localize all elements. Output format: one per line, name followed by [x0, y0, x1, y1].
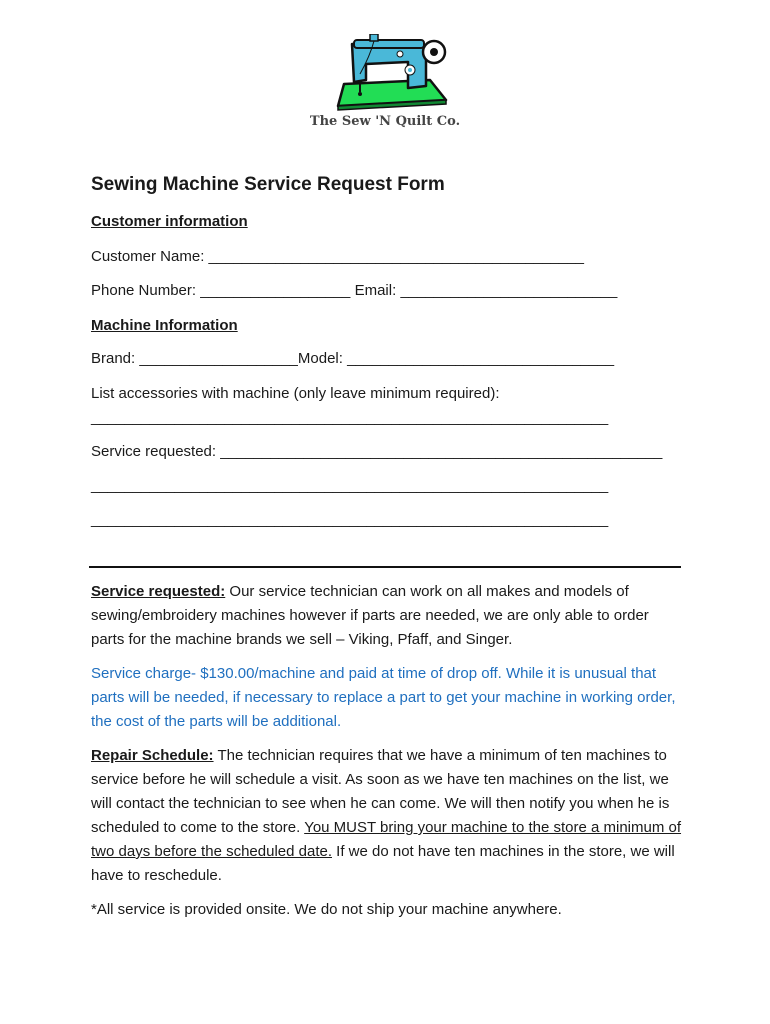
customer-name-row: [91, 248, 584, 265]
brand-label: Brand:: [91, 350, 136, 367]
service-terms-heading: Service requested:: [91, 583, 226, 600]
accessories-label: List accessories with machine (only leave minimum required):: [91, 385, 500, 402]
email-label: Email:: [354, 282, 397, 299]
service-requested-row: [91, 443, 662, 460]
sewing-machine-logo: [330, 34, 450, 112]
section-divider: [89, 566, 681, 568]
repair-schedule-notice: You MUST bring your machine to the store a minimum of two days before the scheduled date.: [91, 819, 682, 860]
brand-name: The Sew 'N Quilt Co.: [309, 114, 461, 129]
phone-field[interactable]: __________________: [200, 282, 351, 299]
machine-info-heading: Machine Information: [91, 317, 238, 334]
customer-name-field[interactable]: _____________________________________________: [208, 248, 584, 265]
repair-schedule-paragraph: [91, 744, 683, 888]
brand-field[interactable]: ___________________: [139, 350, 298, 367]
service-extra-line-2[interactable]: ______________________________________________________________: [91, 511, 609, 528]
repair-schedule-text-2: If we do not have ten machines in the store, we will have to reschedule.: [91, 843, 675, 884]
service-charge-paragraph: Service charge- $130.00/machine and paid at time of drop off. While it is unusual that parts will be needed, if necessary to replace a part to get your machine in working order, the cost of the parts will be additional.: [91, 665, 676, 730]
service-requested-label: Service requested:: [91, 443, 217, 460]
customer-info-heading: Customer information: [91, 213, 248, 230]
brand-model-row: [91, 350, 614, 367]
phone-label: Phone Number:: [91, 282, 197, 299]
service-terms-paragraph: [91, 580, 683, 652]
service-extra-line-1[interactable]: ______________________________________________________________: [91, 477, 609, 494]
model-label: Model:: [297, 350, 343, 367]
email-field[interactable]: __________________________: [400, 282, 618, 299]
repair-schedule-text-1: The technician requires that we have a minimum of ten machines to service before he will schedule a visit. As soon as we have ten machines on the list, we will contact the technician to see when he can come. We will then notify you when he is scheduled to come to the store.: [91, 747, 670, 836]
model-field[interactable]: ________________________________: [347, 350, 615, 367]
customer-name-label: Customer Name:: [91, 248, 205, 265]
phone-email-row: [91, 282, 617, 299]
accessories-field[interactable]: ______________________________________________________________: [91, 409, 609, 426]
onsite-note: *All service is provided onsite. We do not ship your machine anywhere.: [91, 901, 562, 918]
repair-schedule-heading: Repair Schedule:: [91, 747, 214, 764]
form-title: Sewing Machine Service Request Form: [91, 174, 445, 195]
service-terms-text: Our service technician can work on all makes and models of sewing/embroidery machines however if parts are needed, we are only able to order parts for the machine brands we sell – Viking, Pfaff, and Singer.: [91, 583, 649, 648]
service-requested-field[interactable]: _____________________________________________________: [220, 443, 663, 460]
